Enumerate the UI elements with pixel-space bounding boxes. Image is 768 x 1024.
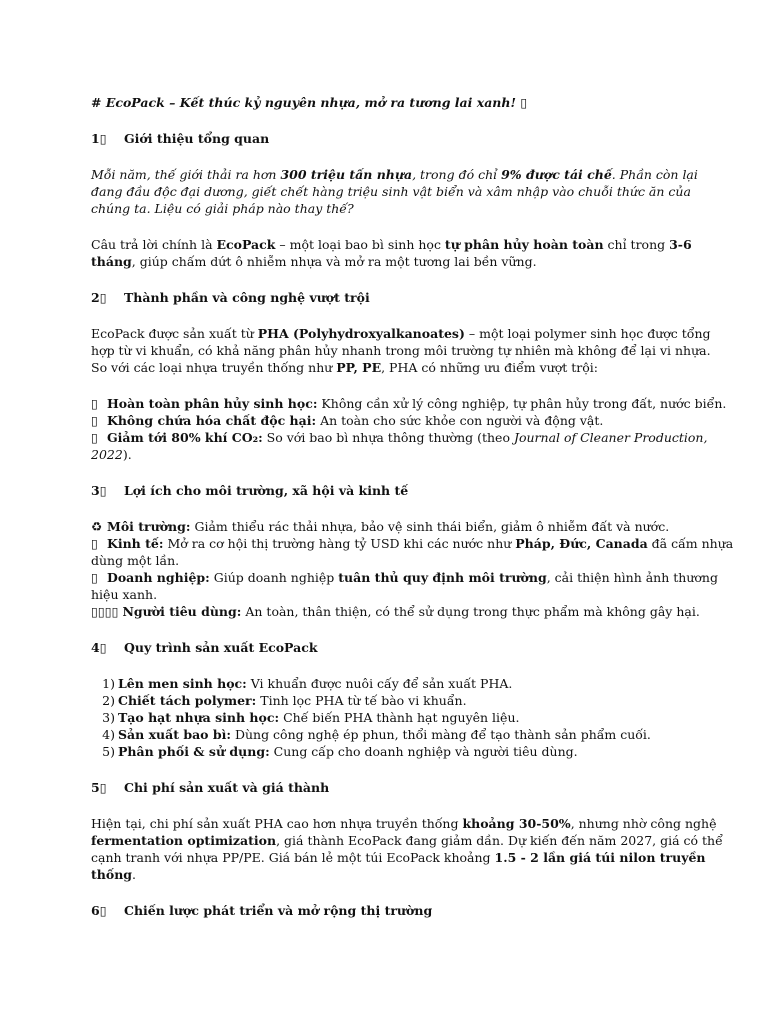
family-emoji-placeholder-icon: ▯▯▯▯ bbox=[91, 604, 119, 619]
list-item: ▯▯▯▯ Người tiêu dùng: An toàn, thân thiện, có thể sử dụng trong thực phẩm mà không gây hại. bbox=[91, 604, 700, 619]
list-item: ▯ Doanh nghiệp: Giúp doanh nghiệp tuân thủ quy định môi trường, cải thiện hình ảnh thương bbox=[91, 570, 718, 585]
keycap-placeholder-icon: ▯ bbox=[99, 640, 107, 655]
list-item: 4) Sản xuất bao bì: Dùng công nghệ ép phun, thổi màng để tạo thành sản phẩm cuối. bbox=[102, 727, 651, 742]
answer-paragraph: Câu trả lời chính là EcoPack – một loại bao bì sinh học tự phân hủy hoàn toàn chỉ trong 3-6 tháng, giúp chấm dứt ô nhiễm nhựa và mở ra một tương lai bền vững. bbox=[91, 237, 692, 269]
emoji-placeholder-icon: ▯ bbox=[91, 430, 98, 445]
list-item: 1) Lên men sinh học: Vi khuẩn được nuôi cấy để sản xuất PHA. bbox=[102, 676, 513, 691]
document-title: # EcoPack – Kết thúc kỷ nguyên nhựa, mở ra tương lai xanh! ▯ bbox=[91, 94, 691, 111]
section-heading-1: 1▯ Giới thiệu tổng quan bbox=[91, 131, 270, 146]
keycap-placeholder-icon: ▯ bbox=[99, 483, 107, 498]
section-heading-5: 5▯ Chi phí sản xuất và giá thành bbox=[91, 780, 330, 795]
section-heading-2: 2▯ Thành phần và công nghệ vượt trội bbox=[91, 290, 370, 305]
process-steps-list bbox=[91, 675, 691, 760]
keycap-placeholder-icon: ▯ bbox=[99, 903, 107, 918]
section-heading-4: 4▯ Quy trình sản xuất EcoPack bbox=[91, 640, 318, 655]
list-item: 2) Chiết tách polymer: Tinh lọc PHA từ tế bào vi khuẩn. bbox=[102, 693, 467, 708]
list-item: ♻ Môi trường: Giảm thiểu rác thải nhựa, bảo vệ sinh thái biển, giảm ô nhiễm đất và nước. bbox=[91, 519, 670, 534]
list-item: ▯ Không chứa hóa chất độc hại: An toàn cho sức khỏe con người và động vật. bbox=[91, 413, 604, 428]
list-item: 3) Tạo hạt nhựa sinh học: Chế biến PHA thành hạt nguyên liệu. bbox=[102, 710, 520, 725]
intro-paragraph: Mỗi năm, thế giới thải ra hơn 300 triệu tấn nhựa, trong đó chỉ 9% được tái chế. Phần còn lại đang đầu độc đại dương, giết chết hàng triệu sinh vật biển và xâm nhập vào chuỗi thức ăn của chúng ta. Liệu có giải pháp nào thay thế? bbox=[91, 167, 698, 216]
cost-paragraph: Hiện tại, chi phí sản xuất PHA cao hơn nhựa truyền thống khoảng 30-50%, nhưng nhờ công nghệ fermentation optimization, giá thành EcoPack đang giảm dần. Dự kiến đến năm 2027, giá có thể cạnh tranh với nhựa PP/PE. Giá bán lẻ một túi EcoPack khoảng 1.5 - 2 lần giá túi nilon truyền thống. bbox=[91, 816, 723, 882]
benefits-list: ♻ Môi trường: Giảm thiểu rác thải nhựa, bảo vệ sinh thái biển, giảm ô nhiễm đất và nước. ▯ Kinh tế: Mở ra cơ hội thị trường hàng tỷ USD khi các nước như Pháp, Đức, Canada đã cấm nhựa dùng một lần. ▯ Doanh nghiệp: Giúp doanh nghiệp tuân thủ quy định môi trường, cải thiện hình ảnh thương hiệu xanh. ▯▯▯▯ Người tiêu dùng: An toàn, thân thiện, có thể sử dụng trong thực phẩm mà không gây hại. bbox=[91, 519, 734, 619]
emoji-placeholder-icon: ▯ bbox=[91, 413, 98, 428]
list-item: ▯ Hoàn toàn phân hủy sinh học: Không cần xử lý công nghiệp, tự phân hủy trong đất, nước biển. bbox=[91, 396, 727, 411]
recycle-icon: ♻ bbox=[91, 519, 103, 534]
section-heading-6: 6▯ Chiến lược phát triển và mở rộng thị trường bbox=[91, 903, 433, 918]
emoji-placeholder-icon: ▯ bbox=[91, 570, 98, 585]
pha-paragraph: EcoPack được sản xuất từ PHA (Polyhydroxyalkanoates) – một loại polymer sinh học được tổng hợp từ vi khuẩn, có khả năng phân hủy nhanh trong môi trường tự nhiên mà không để lại vi nhựa. So với các loại nhựa truyền thống như PP, PE, PHA có những ưu điểm vượt trội: bbox=[91, 326, 711, 375]
document-body bbox=[91, 94, 734, 938]
emoji-placeholder-icon: ▯ bbox=[520, 95, 528, 110]
section-heading-3: 3▯ Lợi ích cho môi trường, xã hội và kinh tế bbox=[91, 483, 409, 498]
keycap-placeholder-icon: ▯ bbox=[99, 780, 107, 795]
keycap-placeholder-icon: ▯ bbox=[99, 131, 107, 146]
emoji-placeholder-icon: ▯ bbox=[91, 396, 98, 411]
list-item: ▯ Giảm tới 80% khí CO₂: So với bao bì nhựa thông thường (theo Journal of Cleaner Production, bbox=[91, 430, 708, 445]
list-item: ▯ Kinh tế: Mở ra cơ hội thị trường hàng tỷ USD khi các nước như Pháp, Đức, Canada đã cấm nhựa bbox=[91, 536, 734, 551]
list-item: 5) Phân phối & sử dụng: Cung cấp cho doanh nghiệp và người tiêu dùng. bbox=[102, 744, 578, 759]
advantages-list: ▯ Hoàn toàn phân hủy sinh học: Không cần xử lý công nghiệp, tự phân hủy trong đất, nước biển. ▯ Không chứa hóa chất độc hại: An toàn cho sức khỏe con người và động vật. ▯ Giảm tới 80% khí CO₂: So với bao bì nhựa thông thường (theo Journal of Cleaner Production, 2022). bbox=[91, 396, 727, 462]
keycap-placeholder-icon: ▯ bbox=[99, 290, 107, 305]
emoji-placeholder-icon: ▯ bbox=[91, 536, 98, 551]
